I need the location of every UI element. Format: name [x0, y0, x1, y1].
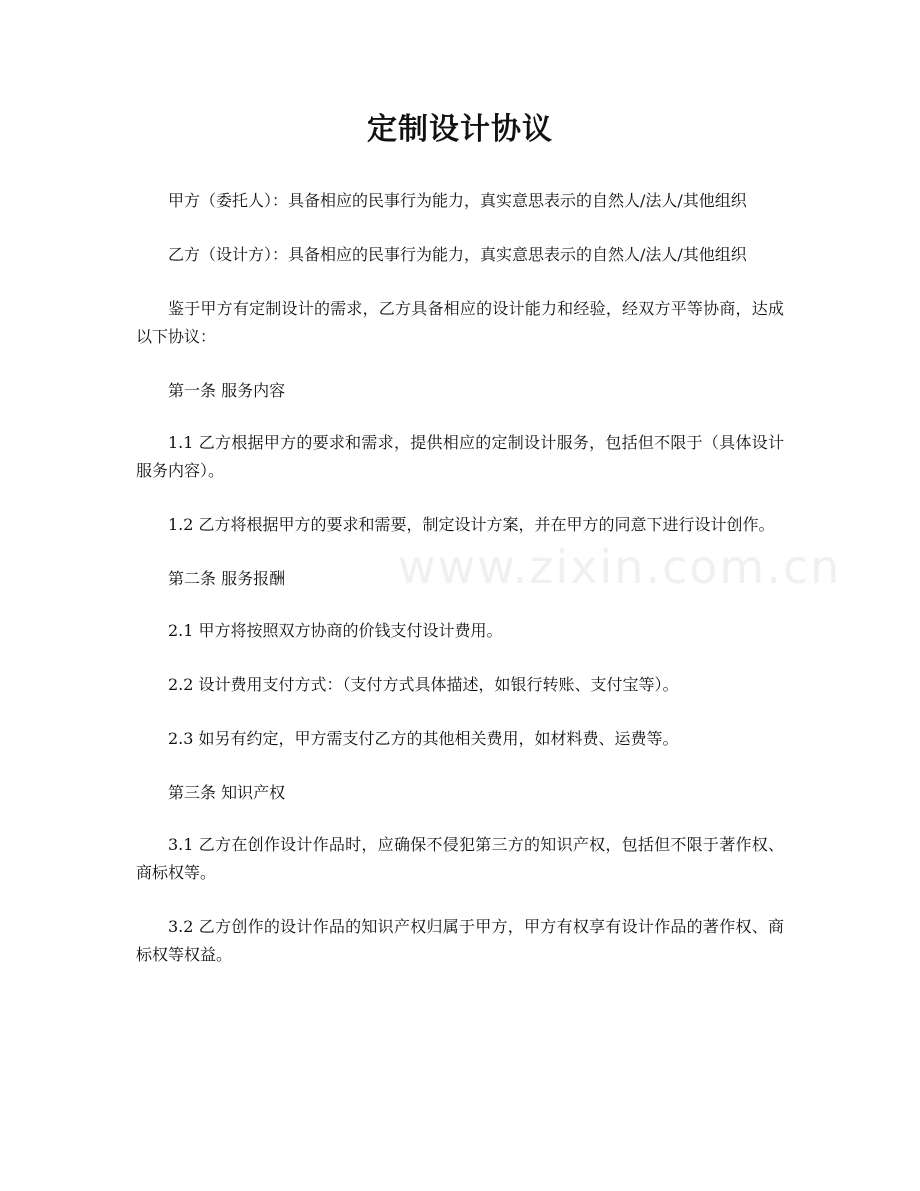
document-body — [136, 187, 784, 995]
party-b-paragraph: 乙方（设计方）：具备相应的民事行为能力，真实意思表示的自然人/法人/其他组织 — [168, 245, 747, 264]
clause-2-1: 2.1 甲方将按照双方协商的价钱支付设计费用。 — [168, 621, 503, 640]
document-title: 定制设计协议 — [367, 112, 553, 147]
article-3-heading: 第三条 知识产权 — [168, 783, 286, 802]
clause-2-2: 2.2 设计费用支付方式：（支付方式具体描述，如银行转账、支付宝等）。 — [168, 675, 679, 694]
clause-1-2: 1.2 乙方将根据甲方的要求和需要，制定设计方案，并在甲方的同意下进行设计创作。 — [168, 515, 775, 534]
article-1-heading: 第一条 服务内容 — [168, 381, 286, 400]
preamble-paragraph: 鉴于甲方有定制设计的需求，乙方具备相应的设计能力和经验，经双方平等协商，达成以下协议： — [136, 299, 784, 346]
clause-1-1: 1.1 乙方根据甲方的要求和需求，提供相应的定制设计服务，包括但不限于（具体设计服务内容）。 — [136, 433, 784, 480]
article-2-heading: 第二条 服务报酬 — [168, 569, 286, 588]
watermark: www.zixin.com.cn — [398, 540, 842, 594]
clause-3-2: 3.2 乙方创作的设计作品的知识产权归属于甲方，甲方有权享有设计作品的著作权、商标权等权益。 — [136, 917, 784, 964]
clause-3-1: 3.1 乙方在创作设计作品时，应确保不侵犯第三方的知识产权，包括但不限于著作权、商标权等。 — [136, 835, 784, 882]
party-a-paragraph: 甲方（委托人）：具备相应的民事行为能力，真实意思表示的自然人/法人/其他组织 — [168, 191, 747, 210]
clause-2-3: 2.3 如另有约定，甲方需支付乙方的其他相关费用，如材料费、运费等。 — [168, 729, 679, 748]
